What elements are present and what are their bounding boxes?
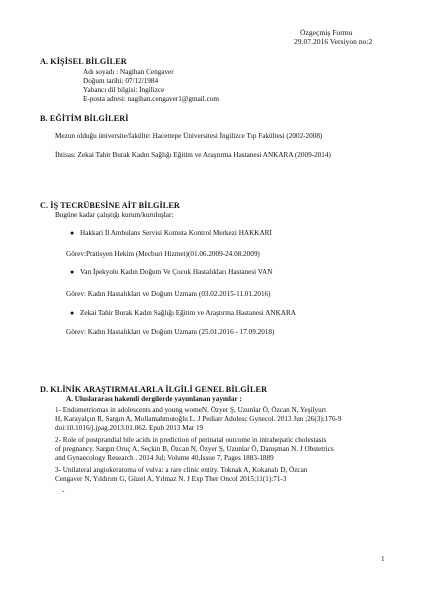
personal-email: E-posta adresi: nagihan.cengaver1@gmail.com: [83, 95, 219, 103]
publication-line: of pregnancy. Sargın Oruç A, Seçkin B, Özcan N, Özyer Ş, Uzunlar Ö, Danışman N. J Obstetrics: [55, 445, 334, 453]
publication-line: H, Karayalçın R, Sargın A, Mollamahmutoğlu L. J Pediatr Adolesc Gynecol. 2013 Jun ;26(3):176-9: [55, 415, 342, 423]
version-line: 29.07.2016 Versiyon no:2: [294, 37, 373, 46]
form-title: Özgeçmiş Formu: [300, 28, 353, 37]
section-heading-education: B. EĞİTİM BİLGİLERİ: [40, 114, 129, 123]
education-specialty: İhtisas: Zekai Tahir Burak Kadın Sağlığı Eğitim ve Araştırma Hastanesi ANKARA (2009-2014): [55, 151, 331, 159]
publication-line: and Gynaecology Research . 2014 Jul; Volume 40,Issue 7, Pages 1883-1889: [55, 454, 274, 462]
experience-intro: Bugüne kadar çalıştığı kurum/kuruluşlar:: [55, 211, 174, 219]
education-graduation: Mezun olduğu üniversite/fakülte: Hacettepe Üniversitesi İngilizce Tıp Fakültesi (2002-2008): [55, 132, 323, 140]
section-heading-personal: A. KİŞİSEL BİLGİLER: [40, 57, 127, 66]
publication-line: 1- Endometriomas in adolescents and young womeN. Özyer Ş, Uzunlar Ö, Özcan N, Yeşilyurt: [55, 406, 327, 414]
bullet-icon: ●: [70, 309, 75, 317]
experience-institution: Hakkari İl Ambulans Servisi Komuta Kontrol Merkezi HAKKARİ: [80, 229, 272, 237]
section-heading-research: D. KLİNİK ARAŞTIRMALARLA İLGİLİ GENEL BİLGİLER: [40, 385, 268, 394]
personal-language: Yabancı dil bilgisi: İngilizce: [83, 86, 165, 94]
research-subheading: A. Uluslararası hakemli dergilerde yayımlanan yayınlar :: [66, 395, 242, 403]
publication-line: doi:10.1016/j.jpag.2013.01.062. Epub 2013 Mar 19: [55, 424, 204, 432]
bullet-icon: ●: [70, 229, 75, 237]
experience-role: Görev: Kadın Hastalıkları ve Doğum Uzmanı (03.02.2015-11.01.2016): [66, 290, 271, 298]
experience-role: Görev:Pratisyen Hekim (Mecburi Hizmet)(01.06.2009-24.08.2009): [66, 250, 260, 258]
page-number: 1: [381, 555, 385, 563]
bullet-icon: ●: [70, 268, 75, 276]
publication-line: 3- Unilateral angiokeratoma of vulva: a rare clinic entity. Toknak A, Kokanalı D, Özcan: [55, 466, 308, 474]
experience-institution: Van İpekyolu Kadın Doğum Ve Çocuk Hastalıkları Hastanesi VAN: [80, 268, 273, 276]
publication-line: 2- Role of postprandial bile acids in prediction of perinatal outcome in intrahepatic cholestasis: [55, 436, 327, 444]
experience-institution: Zekai Tahir Burak Kadın Sağlığı Eğitim ve Araştırma Hastanesi ANKARA: [80, 309, 296, 317]
publication-line: Cengaver N, Yıldırım G, Güzel A, Yılmaz N. J Exp Ther Oncol 2015;11(1):71-3: [55, 475, 287, 483]
personal-name: Adı soyadı : Nagihan Cengaver: [83, 68, 174, 76]
dash-marker: -: [62, 487, 65, 495]
experience-role: Görev: Kadın Hastalıkları ve Doğum Uzmanı (25.01.2016 - 17.09.2018): [66, 328, 275, 336]
section-heading-experience: C. İŞ TECRÜBESİNE AİT BİLGİLER: [40, 201, 180, 210]
personal-birth: Doğum tarihi: 07/12/1984: [83, 77, 159, 85]
